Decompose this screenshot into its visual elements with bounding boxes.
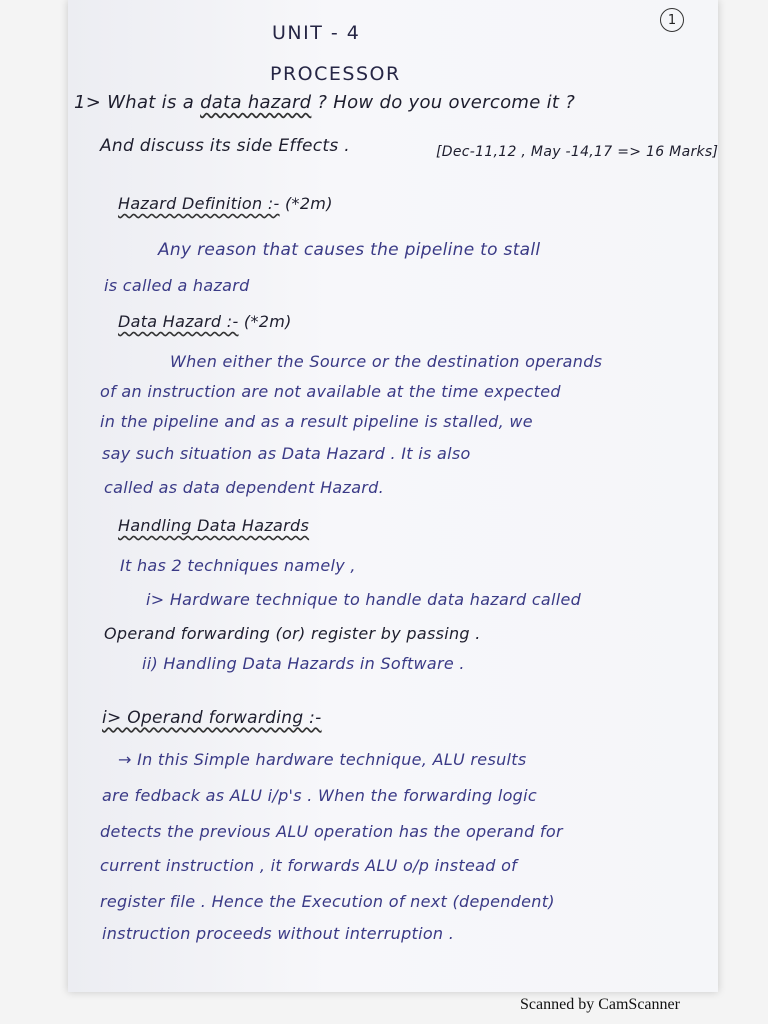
unit-title: UNIT - 4 bbox=[272, 22, 361, 44]
question-number: 1> bbox=[74, 92, 102, 113]
operand-forwarding-line-6: instruction proceeds without interruption . bbox=[102, 924, 455, 943]
question-text-b: ? How do you overcome it ? bbox=[317, 92, 576, 113]
operand-forwarding-line-5: register file . Hence the Execution of next (dependent) bbox=[100, 892, 555, 911]
data-hazard-line-5: called as data dependent Hazard. bbox=[104, 478, 385, 497]
handling-heading: Handling Data Hazards bbox=[118, 516, 310, 535]
hazard-definition-marks: (*2m) bbox=[284, 194, 333, 213]
handling-intro: It has 2 techniques namely , bbox=[120, 556, 356, 575]
operand-forwarding-line-2: are fedback as ALU i/p's . When the forwarding logic bbox=[102, 786, 537, 805]
handling-item-1-line-2: Operand forwarding (or) register by passing . bbox=[104, 624, 481, 643]
handling-item-1-line-1: i> Hardware technique to handle data hazard called bbox=[146, 590, 582, 609]
operand-forwarding-heading: i> Operand forwarding :- bbox=[102, 708, 322, 728]
hazard-definition-heading: Hazard Definition :- bbox=[118, 194, 280, 213]
data-hazard-line-3: in the pipeline and as a result pipeline is stalled, we bbox=[100, 412, 533, 431]
data-hazard-heading: Data Hazard :- bbox=[118, 312, 239, 331]
operand-forwarding-line-3: detects the previous ALU operation has the operand for bbox=[100, 822, 563, 841]
scanner-watermark: Scanned by CamScanner bbox=[520, 996, 680, 1013]
question-marks: [Dec-11,12 , May -14,17 => 16 Marks] bbox=[436, 144, 719, 160]
question-line-1 bbox=[74, 92, 575, 113]
page-number: 1 bbox=[660, 8, 684, 32]
question-term: data hazard bbox=[200, 92, 312, 113]
data-hazard-line-4: say such situation as Data Hazard . It is also bbox=[102, 444, 471, 463]
data-hazard-heading-row bbox=[118, 312, 292, 331]
question-text-a: What is a bbox=[107, 92, 195, 113]
operand-forwarding-line-1: → In this Simple hardware technique, ALU results bbox=[118, 750, 527, 769]
hazard-definition-heading-row bbox=[118, 194, 333, 213]
operand-forwarding-line-4: current instruction , it forwards ALU o/p instead of bbox=[100, 856, 518, 875]
handling-item-2: ii) Handling Data Hazards in Software . bbox=[142, 654, 465, 673]
hazard-definition-line-1: Any reason that causes the pipeline to stall bbox=[158, 240, 541, 260]
data-hazard-line-2: of an instruction are not available at the time expected bbox=[100, 382, 561, 401]
hazard-definition-line-2: is called a hazard bbox=[104, 276, 250, 295]
question-line-2: And discuss its side Effects . bbox=[100, 136, 350, 156]
subject-title: PROCESSOR bbox=[270, 63, 401, 85]
data-hazard-line-1: When either the Source or the destination operands bbox=[170, 352, 603, 371]
data-hazard-marks: (*2m) bbox=[243, 312, 292, 331]
